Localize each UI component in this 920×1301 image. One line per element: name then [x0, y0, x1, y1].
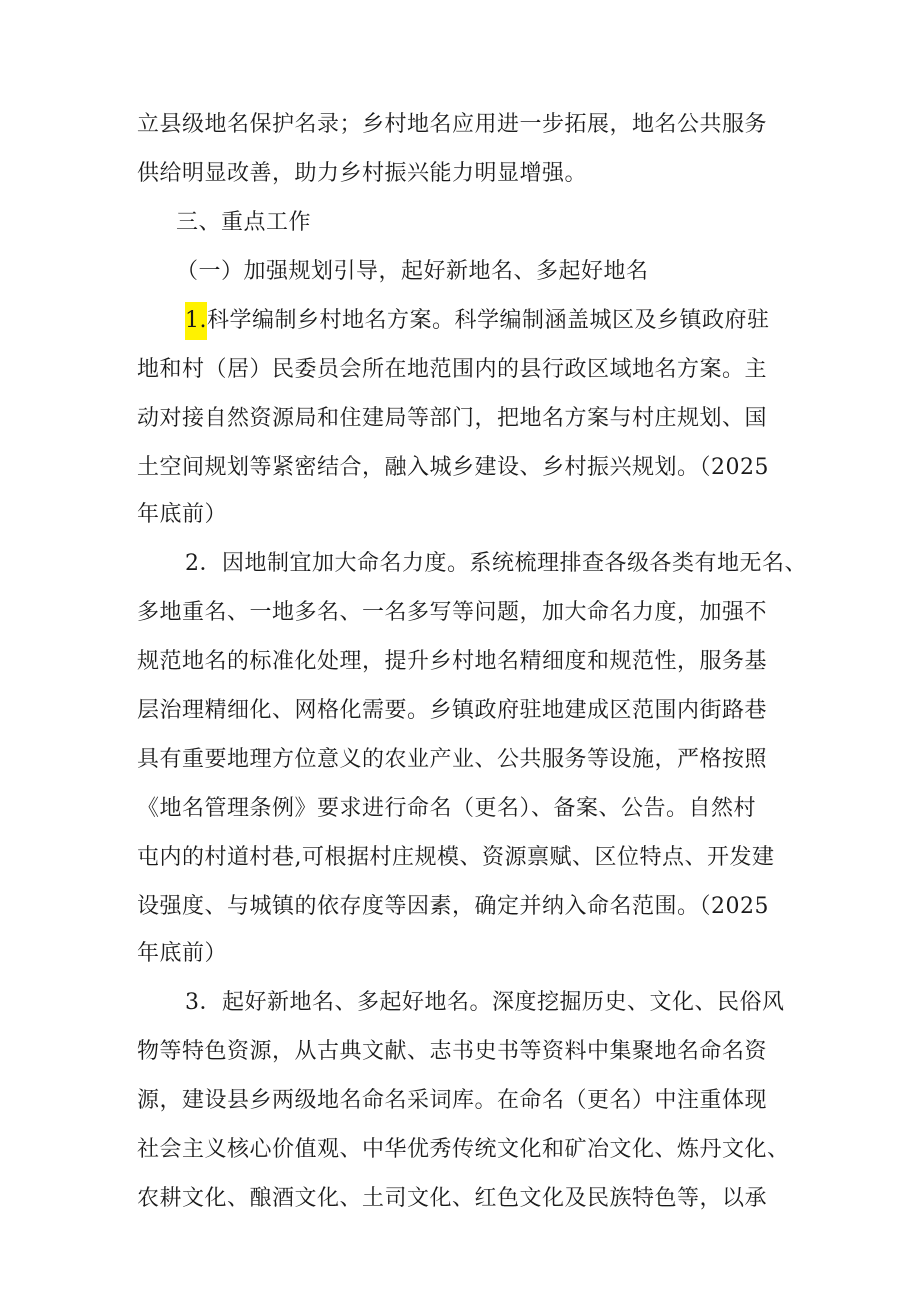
text-run: 设强度、与城镇的依存度等因素，确定并纳入命名范围。（2025	[137, 894, 769, 919]
subsection-heading	[0, 257, 920, 287]
body-text-line	[0, 892, 920, 922]
body-text-line	[0, 794, 920, 824]
text-run: 3．起好新地名、多起好地名。深度挖掘历史、文化、民俗风	[185, 990, 785, 1015]
body-text-line	[0, 1086, 920, 1116]
text-run: 源，建设县乡两级地名命名采词库。在命名（更名）中注重体现	[137, 1088, 768, 1113]
body-text-line	[0, 355, 920, 385]
text-run: 地和村（居）民委员会所在地范围内的县行政区域地名方案。主	[137, 357, 768, 382]
text-run: 动对接自然资源局和住建局等部门，把地名方案与村庄规划、国	[137, 406, 768, 431]
text-run: 社会主义核心价值观、中华优秀传统文化和矿冶文化、炼丹文化、	[137, 1137, 790, 1162]
body-text-line	[0, 647, 920, 677]
text-run: 农耕文化、酿酒文化、土司文化、红色文化及民族特色等，以承	[137, 1186, 768, 1211]
text-run: 供给明显改善，助力乡村振兴能力明显增强。	[137, 161, 588, 186]
text-run: 土空间规划等紧密结合，融入城乡建设、乡村振兴规划。（2025	[137, 455, 769, 480]
body-text-line	[0, 598, 920, 628]
text-run: 《地名管理条例》要求进行命名（更名）、备案、公告。自然村	[137, 796, 757, 821]
body-text-line	[0, 745, 920, 775]
body-text-line	[0, 159, 920, 189]
text-run: 年底前）	[137, 941, 228, 966]
body-text-line	[0, 696, 920, 726]
text-run: 立县级地名保护名录；乡村地名应用进一步拓展，地名公共服务	[137, 112, 768, 137]
text-run: 层治理精细化、网格化需要。乡镇政府驻地建成区范围内街路巷	[137, 698, 768, 723]
body-text-line	[0, 939, 920, 969]
body-text-line	[0, 988, 920, 1018]
body-text-line	[0, 1184, 920, 1214]
highlighted-item-number: 1.	[185, 302, 207, 340]
text-run: （一）加强规划引导，起好新地名、多起好地名	[176, 259, 649, 284]
text-run: 屯内的村道村巷,可根据村庄规模、资源禀赋、区位特点、开发建	[137, 845, 775, 870]
section-heading	[0, 208, 920, 238]
body-text-line	[0, 110, 920, 140]
text-run: 科学编制乡村地名方案。科学编制涵盖城区及乡镇政府驻	[207, 308, 770, 333]
body-text-line	[0, 500, 920, 530]
body-text-line	[0, 306, 920, 336]
text-run: 2．因地制宜加大命名力度。系统梳理排查各级各类有地无名、	[185, 551, 807, 576]
text-run: 规范地名的标准化处理，提升乡村地名精细度和规范性，服务基	[137, 649, 768, 674]
body-text-line	[0, 549, 920, 579]
body-text-line	[0, 1135, 920, 1165]
body-text-line	[0, 1037, 920, 1067]
text-run: 多地重名、一地多名、一名多写等问题，加大命名力度，加强不	[137, 600, 768, 625]
text-run: 三、重点工作	[176, 210, 312, 235]
text-run: 具有重要地理方位意义的农业产业、公共服务等设施，严格按照	[137, 747, 768, 772]
text-run: 年底前）	[137, 502, 228, 527]
body-text-line	[0, 843, 920, 873]
body-text-line	[0, 453, 920, 483]
text-run: 物等特色资源，从古典文献、志书史书等资料中集聚地名命名资	[137, 1039, 768, 1064]
body-text-line	[0, 404, 920, 434]
